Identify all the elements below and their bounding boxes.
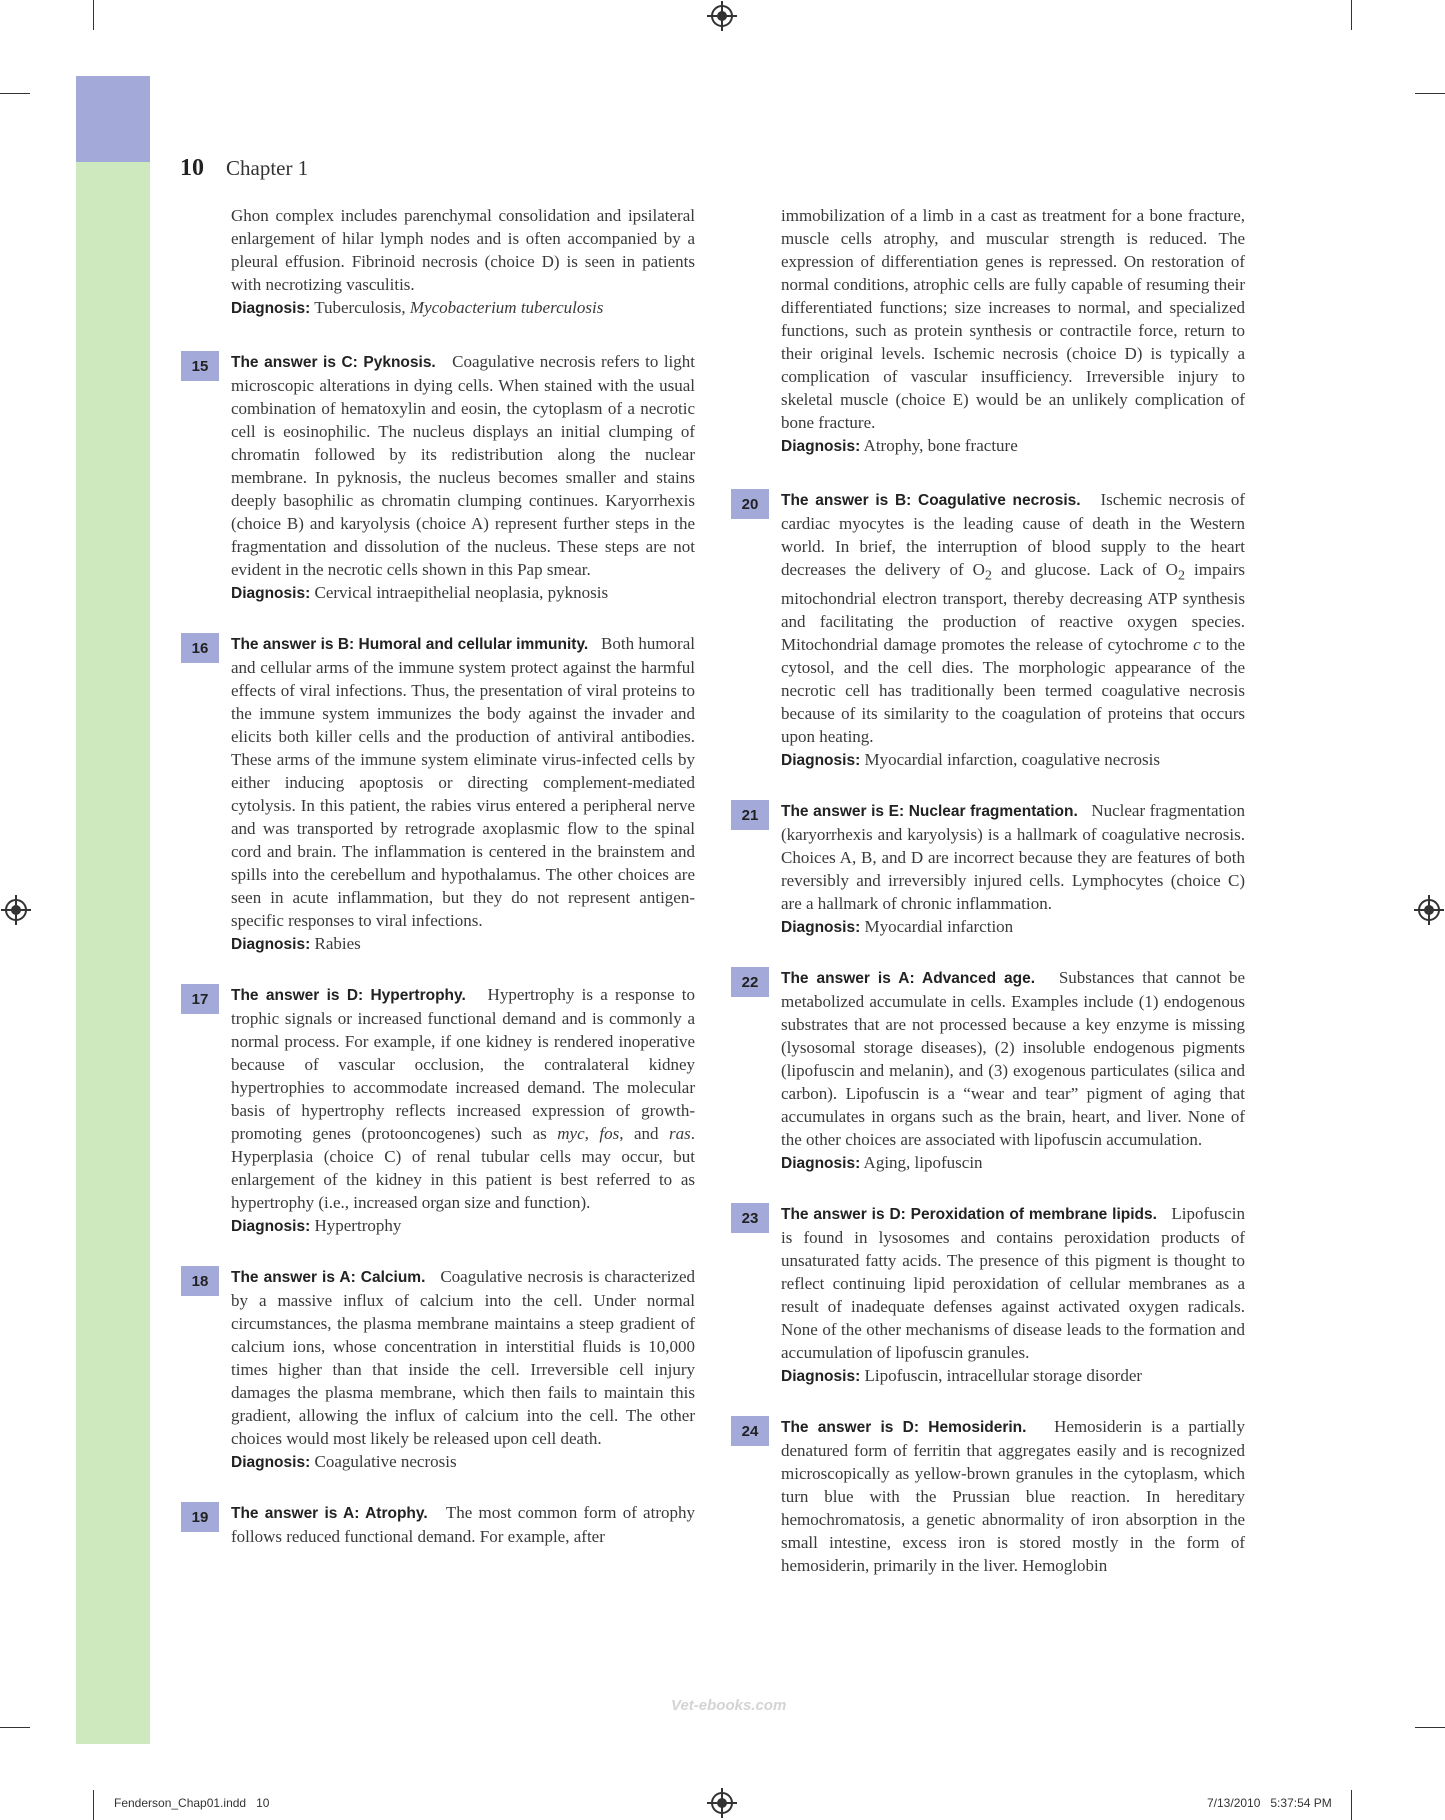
diagnosis-label: Diagnosis: [231,1454,311,1471]
answer-body: Lipofuscin is found in lysosomes and contains peroxidation products of unsaturated fatty acids. The presence of this pigment is thought to reflect continuing lipid peroxidation of cellular membranes as a result of inadequate defenses against activated oxygen radicals. None of the other mechanisms of disease leads to the formation and accumulation of lipofuscin granules. [781,1204,1245,1363]
answer-21 [741,799,1245,939]
question-number-badge: 24 [731,1416,769,1446]
gene-name: myc [557,1124,585,1143]
question-number-badge: 17 [181,984,219,1014]
answer-16 [191,632,695,956]
subscript: 2 [984,567,992,584]
answer-body: to the cytosol, and the cell dies. The morphologic appearance of the necrotic cell has traditionally been termed coagulative necrosis because of its similarity to the coagulation of proteins that occurs upon heating. [781,635,1245,747]
answer-text [781,1415,1245,1577]
diagnosis-text: Cervical intraepithelial neoplasia, pyknosis [314,583,609,602]
question-number-badge: 20 [731,489,769,519]
answer-body: Ischemic necrosis of cardiac myocytes is the leading cause of death in the Western world. In brief, the interruption of blood supply to the heart decreases the delivery of O [781,490,1245,579]
answer-body: impairs mitochondrial electron transport, thereby decreasing ATP synthesis and facilitating the production of reactive oxygen species. Mitochondrial damage promotes the release of cytochrome [781,560,1246,655]
answer-body: Both humoral and cellular arms of the immune system protect against the harmful effects of viral infections. Thus, the presentation of viral proteins to the immune system immunizes the body against the invader and elicits both killer cells and the production of antiviral antibodies. These arms of the immune system eliminate virus-infected cells by either inducing apoptosis or directing complement-mediated cytolysis. In this patient, the rabies virus entered a peripheral nerve and was transported by retrograde axoplasmic flow to the spinal cord and brain. The inflammation is centered in the brainstem and spills into the cerebellum and hypothalamus. The other choices are seen in acute inflammation, but they do not represent antigen-specific responses to viral infections. [231,634,695,930]
diagnosis-label: Diagnosis: [781,1155,861,1173]
diagnosis-text: Aging, lipofuscin [863,1153,983,1173]
crop-mark [1351,1790,1352,1820]
answer-23 [741,1202,1245,1388]
left-column [191,204,696,1548]
crop-mark [0,93,30,94]
italic-term: c [1193,635,1201,655]
diagnosis-line [781,1151,1245,1175]
diagnosis-label: Diagnosis: [781,919,861,937]
answer-text [231,1501,695,1548]
registration-mark-icon [711,5,733,27]
continued-answer [781,204,1245,458]
diagnosis-text: Myocardial infarction, coagulative necrosis [864,750,1160,770]
footer-timestamp: 7/13/2010 5:37:54 PM [1207,1796,1332,1810]
diagnosis-label: Diagnosis: [781,752,861,770]
answer-body: Hemosiderin is a partially denatured form of ferritin that aggregates easily and is recognized microscopically as yellow-brown granules in the cytoplasm, which turn blue with the Prussian blue reaction. In hereditary hemochromatosis, a genetic abnormality of iron absorption in the small intestine, excess iron is stored mostly in the form of hemosiderin, primarily in the liver. Hemoglobin [781,1417,1245,1576]
question-number-badge: 18 [181,1266,219,1296]
answer-lead: The answer is C: Pyknosis. [231,354,436,371]
answer-lead: The answer is B: Humoral and cellular immunity. [231,636,589,653]
gene-name: fos [599,1124,620,1143]
question-number-badge: 21 [731,800,769,830]
answer-body: Substances that cannot be metabolized accumulate in cells. Examples include (1) endogenous substrates that are not processed because a key enzyme is missing (lysosomal storage diseases), (2) insoluble endogenous pigments (lipofuscin and melanin), and (3) exogenous particulates (silica and carbon). Lipofuscin is a “wear and tear” pigment of aging that accumulates in organs such as the brain, heart, and liver. None of the other choices are associated with lipofuscin accumulation. [781,968,1245,1150]
diagnosis-line [781,748,1245,772]
diagnosis-line [231,296,695,320]
crop-mark [93,1790,94,1820]
diagnosis-label: Diagnosis: [781,438,861,455]
diagnosis-text: Tuberculosis, [314,298,410,317]
answer-17 [191,983,696,1238]
answer-text [781,488,1245,748]
answer-text [781,1202,1245,1364]
answer-body: Coagulative necrosis is characterized by a massive influx of calcium into the cell. Under normal circumstances, the plasma membrane maintains a steep gradient of calcium ions, whose concentration in interstitial fluids is 10,000 times higher than that inside the cell. Irreversible cell injury damages the plasma membrane, which then fails to maintain this gradient, allowing the influx of calcium into the cell. The other choices would most likely be released upon cell death. [231,1267,696,1448]
crop-mark [0,1727,30,1728]
answer-text [231,1265,695,1450]
answer-lead: The answer is A: Atrophy. [231,1505,428,1522]
running-head [180,155,308,182]
diagnosis-line [781,915,1245,939]
continued-answer [231,204,695,320]
diagnosis-text: Atrophy, bone fracture [863,436,1018,455]
crop-mark [93,0,94,30]
diagnosis-text: Lipofuscin, intracellular storage disorder [864,1366,1143,1386]
answer-text [781,966,1245,1151]
separator: , and [619,1124,670,1143]
chapter-title: Chapter 1 [226,156,309,180]
registration-mark-icon [5,899,27,921]
diagnosis-line [231,932,695,956]
answer-body: . Hyperplasia (choice C) of renal tubular cells may occur, but enlargement of the kidney in this patient is best referred to as hypertrophy (i.e., increased organ size and function). [231,1124,696,1212]
diagnosis-line [231,1214,695,1238]
registration-mark-icon [1418,899,1440,921]
answer-20 [741,488,1246,772]
footer-file: Fenderson_Chap01.indd 10 [114,1796,270,1810]
diagnosis-line [231,581,695,605]
question-number-badge: 16 [181,633,219,663]
subscript: 2 [1177,567,1186,584]
answer-text [231,632,695,932]
diagnosis-label: Diagnosis: [231,1218,311,1235]
diagnosis-label: Diagnosis: [231,585,311,602]
right-column [741,204,1246,1577]
side-band-tab [76,76,150,162]
page-number: 10 [180,155,204,181]
answer-text [231,350,695,581]
answer-lead: The answer is A: Calcium. [231,1269,426,1286]
answer-text: immobilization of a limb in a cast as treatment for a bone fracture, muscle cells atrophy, and muscular strength is reduced. The expression of differentiation genes is repressed. On restoration of normal conditions, atrophic cells are fully capable of resuming their differentiated functions; size increases to normal, and specialized functions, such as protein synthesis or contractile force, return to their original levels. Ischemic necrosis (choice D) is typically a complication of vascular insufficiency. Irreversible injury to skeletal muscle (choice E) would be an unlikely complication of bone fracture. [781,206,1245,432]
diagnosis-line [231,1450,695,1474]
answer-body: and glucose. Lack of O [991,560,1178,579]
crop-mark [1415,1727,1445,1728]
answer-lead: The answer is A: Advanced age. [781,970,1036,988]
answer-lead: The answer is D: Hemosiderin. [781,1419,1027,1437]
diagnosis-label: Diagnosis: [231,300,311,317]
watermark: Vet-ebooks.com [671,1697,787,1714]
diagnosis-text: Rabies [314,934,361,953]
answer-body: Coagulative necrosis refers to light microscopic alterations in dying cells. When stained with the usual combination of hematoxylin and eosin, the cytoplasm of a necrotic cell is eosinophilic. The nucleus displays an initial clumping of chromatin followed by its redistribution along the nuclear membrane. In pyknosis, the nucleus becomes smaller and stains deeply basophilic as chromatin clumping continues. Karyorrhexis (choice B) and karyolysis (choice A) represent further steps in the fragmentation and dissolution of the nucleus. These steps are not evident in the necrotic cells shown in this Pap smear. [231,352,695,579]
diagnosis-text: Myocardial infarction [864,917,1014,937]
question-number-badge: 15 [181,351,219,381]
diagnosis-label: Diagnosis: [781,1368,861,1386]
answer-24 [741,1415,1245,1577]
question-number-badge: 19 [181,1502,219,1532]
answer-body: Hypertrophy is a response to trophic signals or increased functional demand and is commonly a normal process. For example, if one kidney is rendered inoperative because of vascular occlusion, the contralateral kidney hypertrophies to accommodate increased demand. The molecular basis of hypertrophy reflects increased expression of growth-promoting genes (protooncogenes) such as [231,985,695,1143]
answer-text [231,983,695,1214]
answer-19 [191,1501,695,1548]
gene-name: ras [669,1124,691,1143]
diagnosis-text: Coagulative necrosis [314,1452,457,1471]
answer-text: Ghon complex includes parenchymal consolidation and ipsilateral enlargement of hilar lymph nodes and is often accompanied by a pleural effusion. Fibrinoid necrosis (choice D) is seen in patients with necrotizing vasculitis. [231,206,695,294]
diagnosis-label: Diagnosis: [231,936,311,953]
separator: , [584,1124,600,1143]
answer-body: Nuclear fragmentation (karyorrhexis and karyolysis) is a hallmark of coagulative necrosis. Choices A, B, and D are incorrect because they are features of both reversibly and irreversibly injured cells. Lymphocytes (choice C) are a hallmark of chronic inflammation. [781,801,1245,914]
diagnosis-text: Hypertrophy [314,1216,402,1235]
side-band [76,162,150,1744]
question-number-badge: 23 [731,1203,769,1233]
registration-mark-icon [711,1792,733,1814]
question-number-badge: 22 [731,967,769,997]
answer-18 [191,1265,696,1474]
crop-mark [1351,0,1352,30]
answer-lead: The answer is D: Hypertrophy. [231,987,466,1004]
answer-body: The most common form of atrophy follows reduced functional demand. For example, after [231,1503,695,1546]
answer-lead: The answer is D: Peroxidation of membrane lipids. [781,1206,1157,1224]
answer-22 [741,966,1245,1175]
answer-lead: The answer is B: Coagulative necrosis. [781,492,1081,509]
answer-lead: The answer is E: Nuclear fragmentation. [781,803,1078,821]
answer-text [781,799,1245,915]
crop-mark [1415,93,1445,94]
diagnosis-line [781,434,1245,458]
diagnosis-line [781,1364,1245,1388]
answer-15 [191,350,695,605]
diagnosis-organism: Mycobacterium tuberculosis [409,298,604,317]
